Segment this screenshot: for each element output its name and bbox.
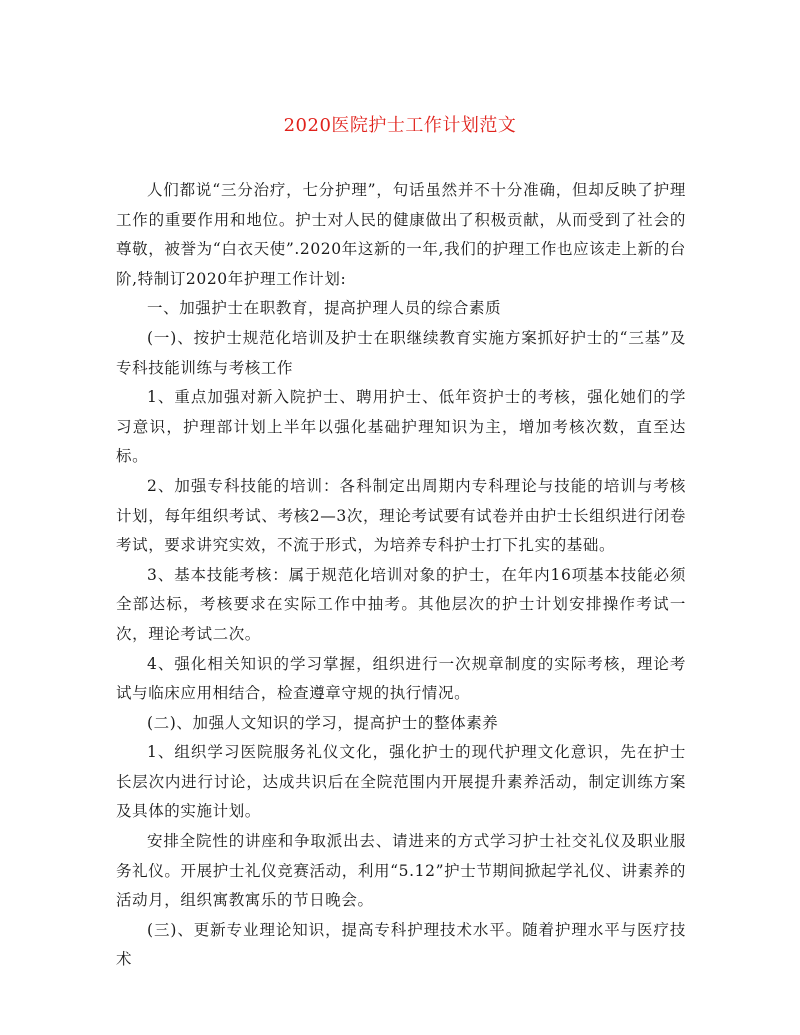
document-title: 2020医院护士工作计划范文: [283, 115, 517, 136]
list-item-2: 2、加强专科技能的培训：各科制定出周期内专科理论与技能的培训与考核计划，每年组织考试、考核2—3次，理论考试要有试卷并由护士长组织进行闭卷考试，要求讲究实效，不流于形式，为培养专科护士打下扎实的基础。: [116, 476, 686, 555]
paragraph-etiquette: 安排全院性的讲座和争取派出去、请进来的方式学习护士社交礼仪及职业服务礼仪。开展护士礼仪竞赛活动，利用“5.12”护士节期间掀起学礼仪、讲素养的活动月，组织寓教寓乐的节日晚会。: [116, 832, 686, 910]
list-item-1: 1、重点加强对新入院护士、聘用护士、低年资护士的考核，强化她们的学习意识，护理部计划上半年以强化基础护理知识为主，增加考核次数，直至达标。: [116, 388, 686, 466]
subsection-heading-1: (一)、按护士规范化培训及护士在职继续教育实施方案抓好护士的“三基”及专科技能训练与考核工作: [116, 328, 686, 377]
list-item-4: 4、强化相关知识的学习掌握，组织进行一次规章制度的实际考核，理论考试与临床应用相结合，检查遵章守规的执行情况。: [116, 654, 686, 703]
intro-paragraph: 人们都说“三分治疗，七分护理”，句话虽然并不十分准确，但却反映了护理工作的重要作用和地位。护士对人民的健康做出了积极贡献，从而受到了社会的尊敬，被誉为“白衣天使”.2020年这新的一年,我们的护理工作也应该走上新的台阶,特制订2020年护理工作计划:: [116, 181, 686, 288]
list-item-3: 3、基本技能考核：属于规范化培训对象的护士，在年内16项基本技能必须全部达标，考核要求在实际工作中抽考。其他层次的护士计划安排操作考试一次，理论考试二次。: [116, 565, 686, 643]
subsection-heading-3: (三)、更新专业理论知识，提高专科护理技术水平。随着护理水平与医疗技术: [116, 920, 686, 969]
document-body: [116, 176, 686, 975]
section-heading-1: 一、加强护士在职教育，提高护理人员的综合素质: [147, 299, 502, 318]
subsection-heading-2: (二)、加强人文知识的学习，提高护士的整体素养: [147, 713, 499, 732]
list-item-5: 1、组织学习医院服务礼仪文化，强化护士的现代护理文化意识，先在护士长层次内进行讨论，达成共识后在全院范围内开展提升素养活动，制定训练方案及具体的实施计划。: [116, 743, 686, 821]
